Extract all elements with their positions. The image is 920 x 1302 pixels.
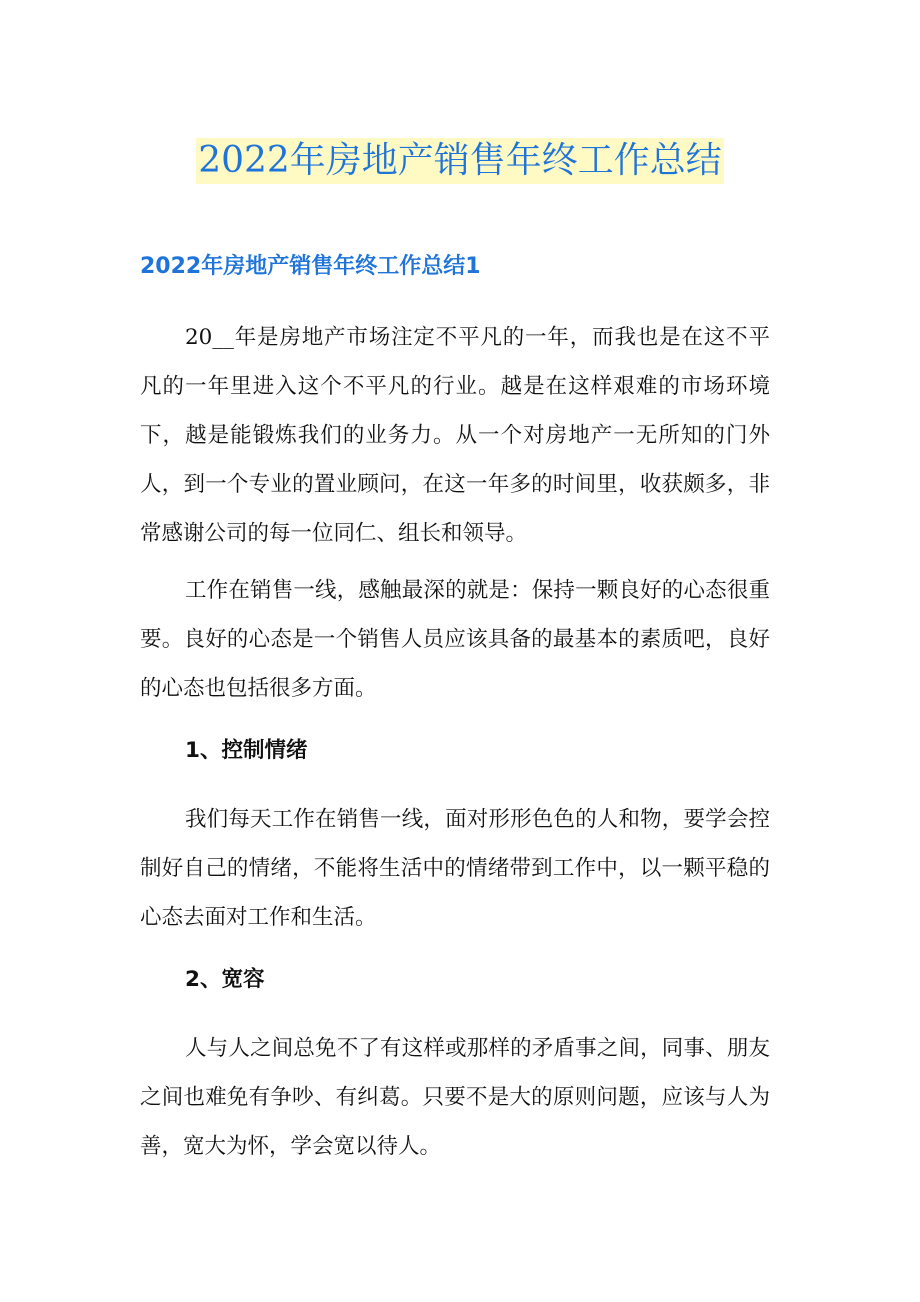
title-container: [0, 138, 920, 184]
section-title: 2022年房地产销售年终工作总结1: [140, 254, 481, 279]
paragraph-control-emotions: 我们每天工作在销售一线，面对形形色色的人和物，要学会控制好自己的情绪，不能将生活中的情绪带到工作中，以一颗平稳的心态去面对工作和生活。: [140, 807, 770, 930]
document-title: 2022年房地产销售年终工作总结: [196, 138, 724, 184]
paragraph-tolerance: 人与人之间总免不了有这样或那样的矛盾事之间，同事、朋友之间也难免有争吵、有纠葛。只要不是大的原则问题，应该与人为善，宽大为怀，学会宽以待人。: [140, 1036, 770, 1159]
paragraph-mindset: 工作在销售一线，感触最深的就是：保持一颗良好的心态很重要。良好的心态是一个销售人员应该具备的最基本的素质吧，良好的心态也包括很多方面。: [140, 578, 770, 701]
heading-control-emotions: 1、控制情绪: [185, 738, 308, 763]
heading-tolerance: 2、宽容: [185, 967, 265, 992]
paragraph-intro: 20__年是房地产市场注定不平凡的一年，而我也是在这不平凡的一年里进入这个不平凡的行业。越是在这样艰难的市场环境下，越是能锻炼我们的业务力。从一个对房地产一无所知的门外人，到一个专业的置业顾问，在这一年多的时间里，收获颇多，非常感谢公司的每一位同仁、组长和领导。: [140, 325, 770, 546]
